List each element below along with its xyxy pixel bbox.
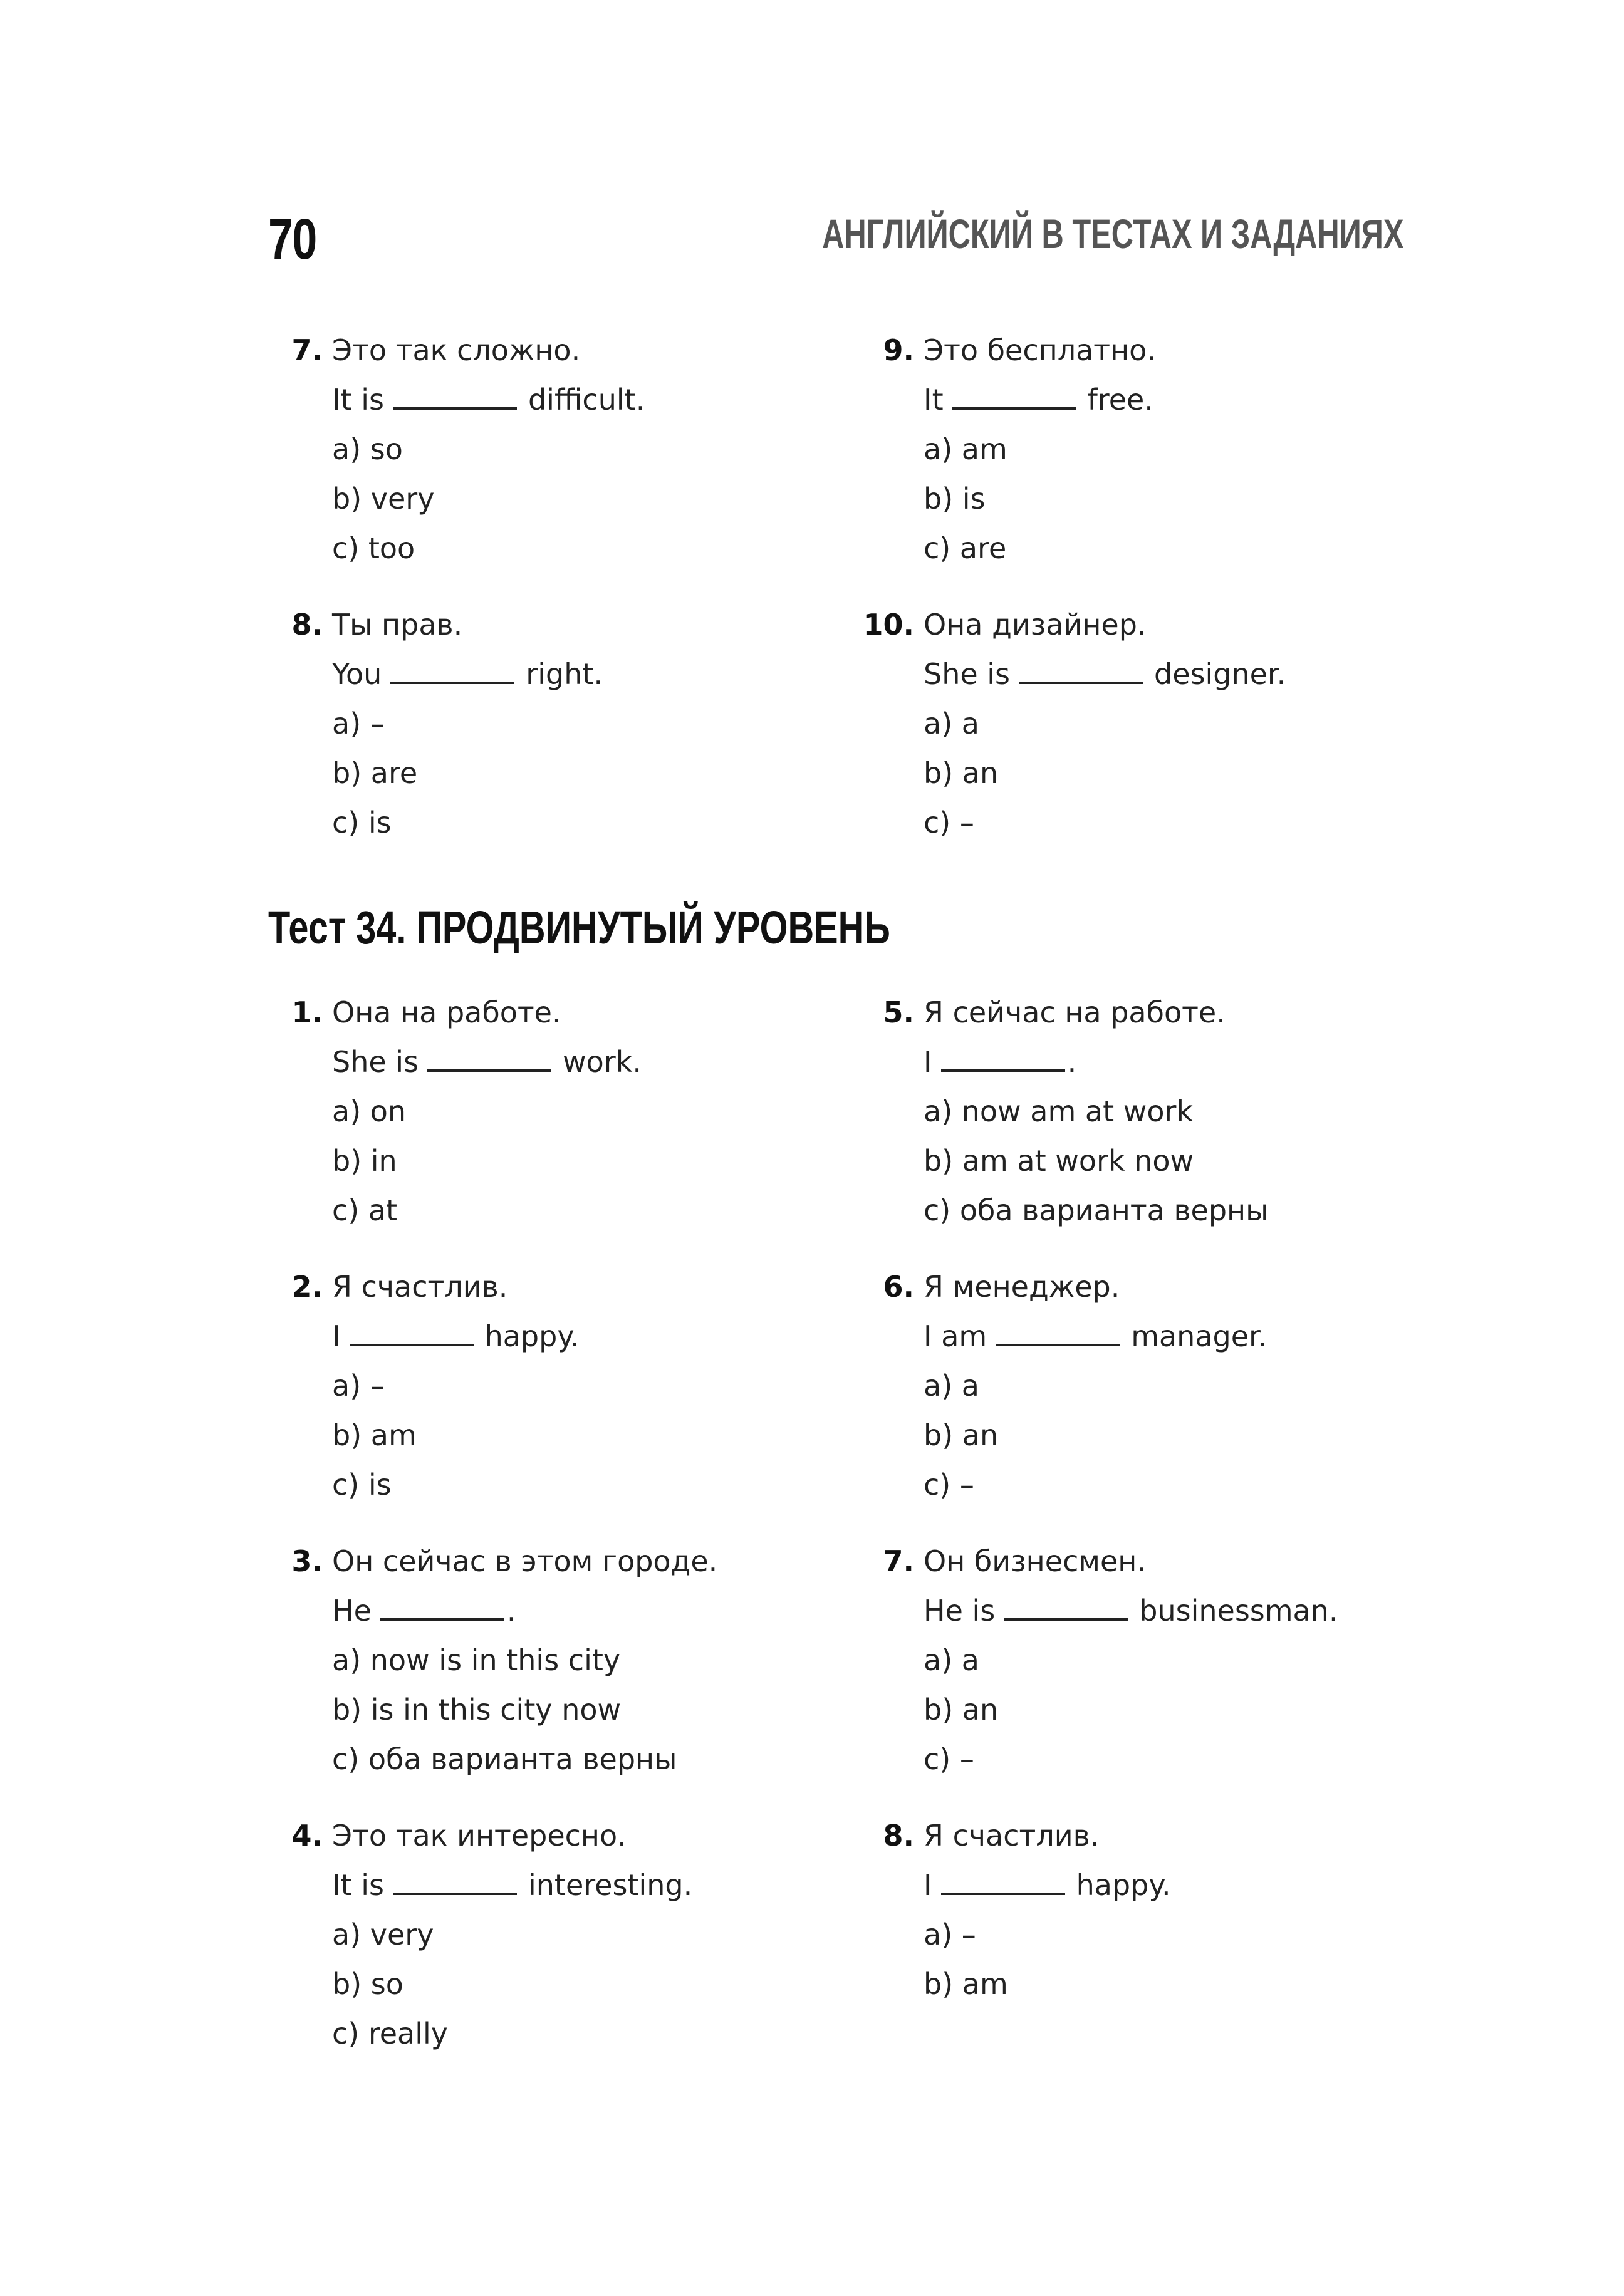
question	[883, 326, 1156, 573]
answer-option[interactable]: b) an	[924, 756, 999, 790]
answer-option[interactable]: c) –	[924, 1742, 974, 1776]
sentence-start: He is	[924, 1594, 996, 1628]
answer-option[interactable]: c) are	[924, 531, 1007, 565]
sentence-end: designer.	[1154, 657, 1286, 691]
running-title: АНГЛИЙСКИЙ В ТЕСТАХ И ЗАДАНИЯХ	[821, 210, 1403, 257]
sentence-end: happy.	[484, 1319, 580, 1353]
answer-option[interactable]: c) –	[924, 1468, 974, 1502]
answer-blank[interactable]	[941, 1865, 1065, 1895]
sentence-end: happy.	[1076, 1868, 1171, 1902]
sentence-start: He	[332, 1594, 372, 1628]
question-number: 1.	[291, 995, 323, 1029]
question-russian: Он сейчас в этом городе.	[332, 1544, 718, 1578]
question-english	[924, 375, 1156, 425]
answer-option[interactable]: a) very	[332, 1918, 434, 1951]
question-number: 9.	[883, 333, 914, 367]
question	[291, 1811, 693, 2059]
sentence-end: .	[506, 1594, 516, 1628]
question-number: 5.	[883, 995, 914, 1029]
question-english	[924, 1861, 1171, 1910]
question-number: 3.	[291, 1544, 323, 1578]
answer-option[interactable]: c) is	[332, 1468, 392, 1502]
answer-option[interactable]: b) in	[332, 1144, 397, 1178]
sentence-start: I	[332, 1319, 341, 1353]
question-english	[332, 1586, 717, 1636]
answer-option[interactable]: b) are	[332, 756, 418, 790]
sentence-start: It is	[332, 383, 384, 417]
answer-blank[interactable]	[380, 1591, 504, 1621]
question-russian: Это так интересно.	[332, 1819, 627, 1852]
answer-option[interactable]: a) –	[332, 1369, 385, 1403]
question-english	[332, 375, 645, 425]
answer-option[interactable]: a) –	[924, 1918, 976, 1951]
sentence-start: It is	[332, 1868, 384, 1902]
sentence-start: I	[924, 1868, 932, 1902]
sentence-end: work.	[563, 1045, 642, 1079]
sentence-start: I	[924, 1045, 932, 1079]
answer-option[interactable]: c) is	[332, 806, 392, 839]
question	[291, 1537, 718, 1784]
question-number: 4.	[291, 1819, 323, 1852]
question-number: 7.	[291, 333, 323, 367]
answer-blank[interactable]	[393, 380, 517, 410]
question-number: 6.	[883, 1270, 914, 1304]
answer-option[interactable]: c) оба варианта верны	[924, 1193, 1269, 1227]
question-english	[924, 1312, 1267, 1361]
sentence-end: free.	[1087, 383, 1153, 417]
question-english	[332, 1861, 692, 1910]
answer-option[interactable]: a) on	[332, 1094, 407, 1128]
answer-blank[interactable]	[350, 1316, 474, 1346]
answer-option[interactable]: b) very	[332, 482, 435, 516]
question	[863, 600, 1286, 848]
sentence-start: I am	[924, 1319, 987, 1353]
answer-blank[interactable]	[427, 1042, 551, 1072]
question-english	[332, 1312, 580, 1361]
question	[291, 988, 642, 1235]
question-number: 8.	[883, 1819, 914, 1852]
answer-blank[interactable]	[393, 1865, 517, 1895]
question	[883, 1537, 1338, 1784]
question	[291, 600, 603, 848]
sentence-start: It	[924, 383, 944, 417]
answer-option[interactable]: b) so	[332, 1967, 403, 2001]
answer-option[interactable]: a) now am at work	[924, 1094, 1194, 1128]
answer-option[interactable]: b) is	[924, 482, 986, 516]
question	[883, 1262, 1267, 1510]
question-english	[332, 1037, 642, 1087]
sentence-end: right.	[526, 657, 603, 691]
answer-option[interactable]: a) a	[924, 707, 979, 740]
answer-option[interactable]: c) too	[332, 531, 415, 565]
question-english	[924, 650, 1286, 699]
sentence-start: You	[332, 657, 382, 691]
answer-option[interactable]: a) a	[924, 1643, 979, 1677]
answer-option[interactable]: a) so	[332, 432, 403, 466]
answer-option[interactable]: a) a	[924, 1369, 979, 1403]
answer-option[interactable]: b) am at work now	[924, 1144, 1194, 1178]
answer-option[interactable]: b) am	[924, 1967, 1008, 2001]
question-russian: Я счастлив.	[332, 1270, 508, 1304]
answer-blank[interactable]	[1004, 1591, 1128, 1621]
question-english	[924, 1037, 1268, 1087]
question	[883, 1811, 1171, 2009]
sentence-end: .	[1067, 1045, 1077, 1079]
answer-blank[interactable]	[952, 380, 1076, 410]
question-number: 10.	[863, 608, 914, 642]
answer-blank[interactable]	[390, 654, 514, 684]
question	[883, 988, 1269, 1235]
page-number: 70	[268, 207, 316, 271]
question-russian: Ты прав.	[332, 608, 463, 642]
sentence-start: She is	[924, 657, 1011, 691]
answer-blank[interactable]	[941, 1042, 1065, 1072]
question-number: 2.	[291, 1270, 323, 1304]
answer-blank[interactable]	[996, 1316, 1120, 1346]
sentence-end: businessman.	[1139, 1594, 1338, 1628]
answer-option[interactable]: b) am	[332, 1418, 417, 1452]
question-russian: Это так сложно.	[332, 333, 581, 367]
question-russian: Это бесплатно.	[924, 333, 1156, 367]
question-russian: Я счастлив.	[924, 1819, 1100, 1852]
question-english	[332, 650, 603, 699]
question-number: 7.	[883, 1544, 914, 1578]
answer-option[interactable]: a) now is in this city	[332, 1643, 621, 1677]
sentence-end: manager.	[1131, 1319, 1267, 1353]
answer-blank[interactable]	[1019, 654, 1143, 684]
section-title: Тест 34. ПРОДВИНУТЫЙ УРОВЕНЬ	[268, 901, 890, 953]
question-russian: Она дизайнер.	[924, 608, 1147, 642]
sentence-end: interesting.	[528, 1868, 693, 1902]
answer-option[interactable]: b) an	[924, 1693, 999, 1727]
answer-option[interactable]: c) оба варианта верны	[332, 1742, 677, 1776]
question	[291, 326, 645, 573]
question-english	[924, 1586, 1338, 1636]
answer-option[interactable]: b) an	[924, 1418, 999, 1452]
question-russian: Я сейчас на работе.	[924, 995, 1226, 1029]
sentence-start: She is	[332, 1045, 419, 1079]
answer-option[interactable]: c) –	[924, 806, 974, 839]
answer-option[interactable]: a) am	[924, 432, 1007, 466]
sentence-end: difficult.	[528, 383, 645, 417]
answer-option[interactable]: a) –	[332, 707, 385, 740]
question-russian: Она на работе.	[332, 995, 561, 1029]
answer-option[interactable]: c) at	[332, 1193, 398, 1227]
question-russian: Он бизнесмен.	[924, 1544, 1146, 1578]
question	[291, 1262, 580, 1510]
question-number: 8.	[291, 608, 323, 642]
answer-option[interactable]: b) is in this city now	[332, 1693, 622, 1727]
question-russian: Я менеджер.	[924, 1270, 1120, 1304]
answer-option[interactable]: c) really	[332, 2017, 449, 2050]
